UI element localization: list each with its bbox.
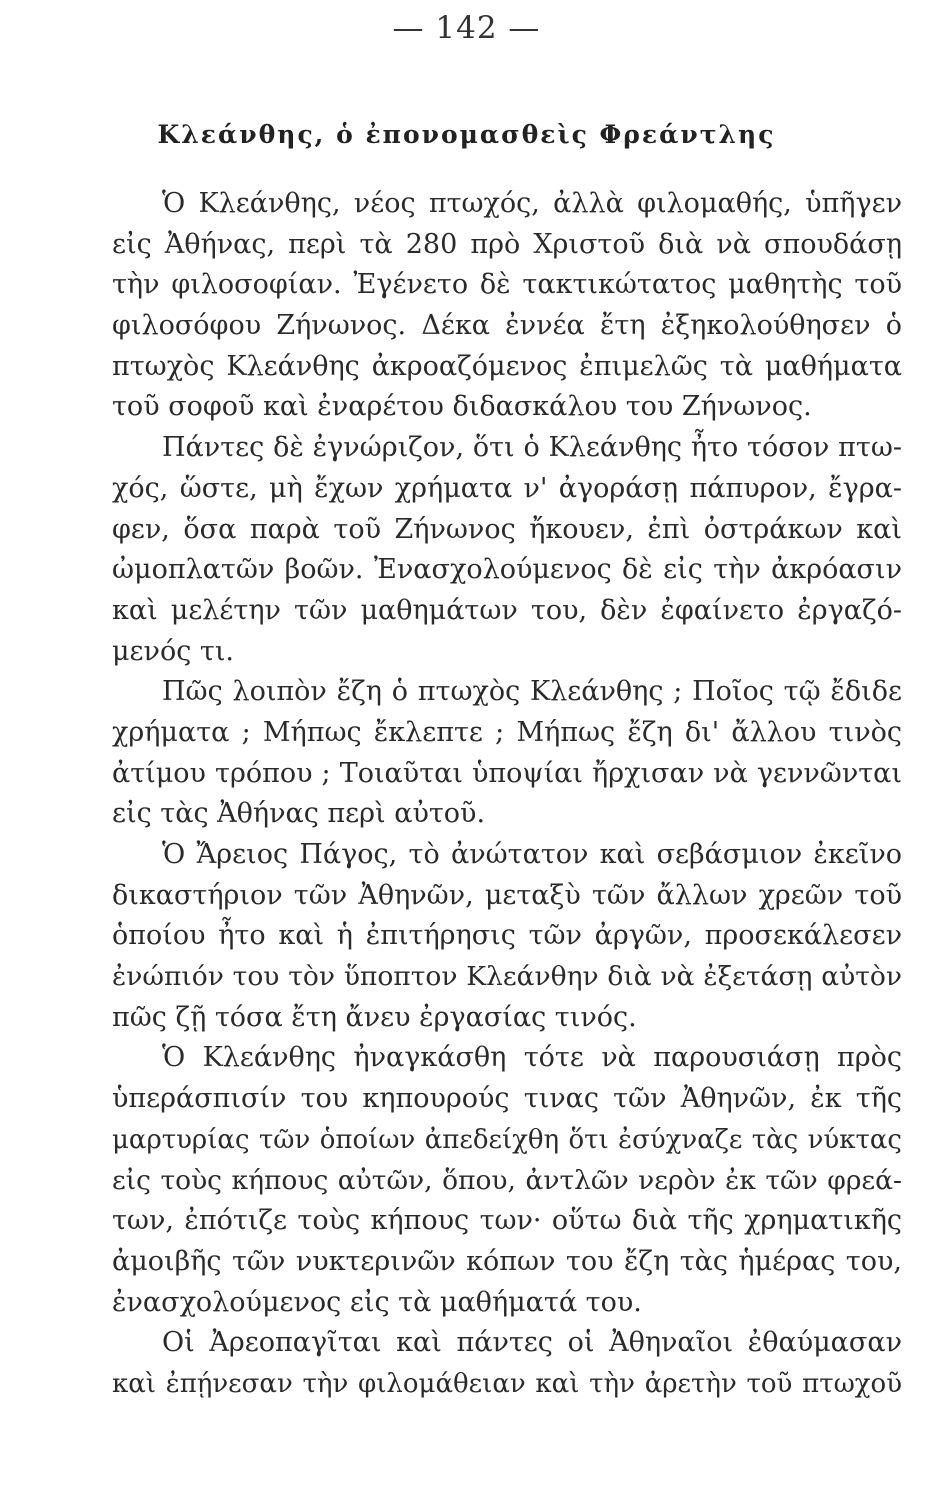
text-line: εἰς τοὺς κήπους αὐτῶν, ὅπου, ἀντλῶν νερὸν ἐκ τῶν φρεά- [112, 1164, 902, 1196]
text-line: ἐνασχολούμενος εἰς τὰ μαθήματά του. [112, 1286, 642, 1318]
text-line: Ὁ Κλεάνθης, νέος πτωχός, ἀλλὰ φιλομαθής, ὑπῆγεν [162, 188, 902, 219]
text-line: τὴν φιλοσοφίαν. Ἐγένετο δὲ τακτικώτατος μαθητὴς τοῦ [112, 269, 902, 301]
text-line: μενός τι. [112, 635, 235, 667]
text-line: καὶ μελέτην τῶν μαθημάτων του, δὲν ἐφαίνετο ἐργαζό- [112, 594, 902, 626]
text-line: Ὁ Κλεάνθης ἠναγκάσθη τότε νὰ παρουσιάσῃ πρὸς [162, 1042, 902, 1074]
text-line: χρήματα ; Μήπως ἔκλεπτε ; Μήπως ἔζη δι' ἄλλου τινὸς [112, 716, 902, 748]
text-line: ἐνώπιόν του τὸν ὕποπτον Κλεάνθην διὰ νὰ ἐξετάσῃ αὐτὸν [112, 961, 902, 993]
text-line: φεν, ὅσα παρὰ τοῦ Ζήνωνος ἤκουεν, ἐπὶ ὀστράκων καὶ [112, 513, 902, 545]
body-text [112, 184, 902, 1405]
text-line: ὑπεράσπισίν του κηπουρούς τινας τῶν Ἀθηνῶν, ἐκ τῆς [112, 1083, 902, 1115]
text-line: εἰς Ἀθήνας, περὶ τὰ 280 πρὸ Χριστοῦ διὰ νὰ σπουδάσῃ [112, 228, 902, 260]
text-line: πῶς ζῇ τόσα ἔτη ἄνευ ἐργασίας τινός. [112, 1001, 637, 1033]
text-line: τοῦ σοφοῦ καὶ ἐναρέτου διδασκάλου του Ζήνωνος. [112, 391, 812, 423]
text-line: Πῶς λοιπὸν ἔζη ὁ πτωχὸς Κλεάνθης ; Ποῖος τῷ ἔδιδε [162, 676, 902, 708]
text-line: δικαστήριον τῶν Ἀθηνῶν, μεταξὺ τῶν ἄλλων χρεῶν τοῦ [112, 879, 902, 911]
text-line: ὁποίου ἦτο καὶ ἡ ἐπιτήρησις τῶν ἀργῶν, προσεκάλεσεν [112, 920, 902, 952]
text-line: ὠμοπλατῶν βοῶν. Ἐνασχολούμενος δὲ εἰς τὴν ἀκρόασιν [112, 554, 902, 586]
text-line: εἰς τὰς Ἀθήνας περὶ αὐτοῦ. [112, 798, 486, 830]
text-line: των, ἐπότιζε τοὺς κήπους των· οὕτω διὰ τῆς χρηματικῆς [112, 1205, 902, 1237]
text-line: μαρτυρίας τῶν ὁποίων ἀπεδείχθη ὅτι ἐσύχναζε τὰς νύκτας [112, 1124, 902, 1155]
text-line: χός, ὥστε, μὴ ἔχων χρήματα ν' ἀγοράσῃ πάπυρον, ἔγρα- [112, 472, 902, 504]
text-line: Πάντες δὲ ἐγνώριζον, ὅτι ὁ Κλεάνθης ἦτο τόσον πτω- [162, 432, 902, 464]
text-line: ἀμοιβῆς τῶν νυκτερινῶν κόπων του ἔζη τὰς ἡμέρας του, [112, 1245, 902, 1277]
page-number: — 142 — [392, 10, 541, 46]
text-line: Ὁ Ἄρειος Πάγος, τὸ ἀνώτατον καὶ σεβάσμιον ἐκεῖνο [162, 839, 902, 870]
text-line: φιλοσόφου Ζήνωνος. Δέκα ἐννέα ἔτη ἐξηκολούθησεν ὁ [112, 310, 902, 342]
text-line: καὶ ἐπῄνεσαν τὴν φιλομάθειαν καὶ τὴν ἀρετὴν τοῦ πτωχοῦ [112, 1368, 902, 1399]
chapter-title: Κλεάνθης, ὁ ἐπονομασθεὶς Φρεάντλης [157, 120, 776, 149]
text-line: Οἱ Ἀρεοπαγῖται καὶ πάντες οἱ Ἀθηναῖοι ἐθαύμασαν [162, 1327, 902, 1359]
text-line: ἀτίμου τρόπου ; Τοιαῦται ὑποψίαι ἤρχισαν νὰ γεννῶνται [112, 757, 902, 789]
text-line: πτωχὸς Κλεάνθης ἀκροαζόμενος ἐπιμελῶς τὰ μαθήματα [112, 350, 902, 382]
